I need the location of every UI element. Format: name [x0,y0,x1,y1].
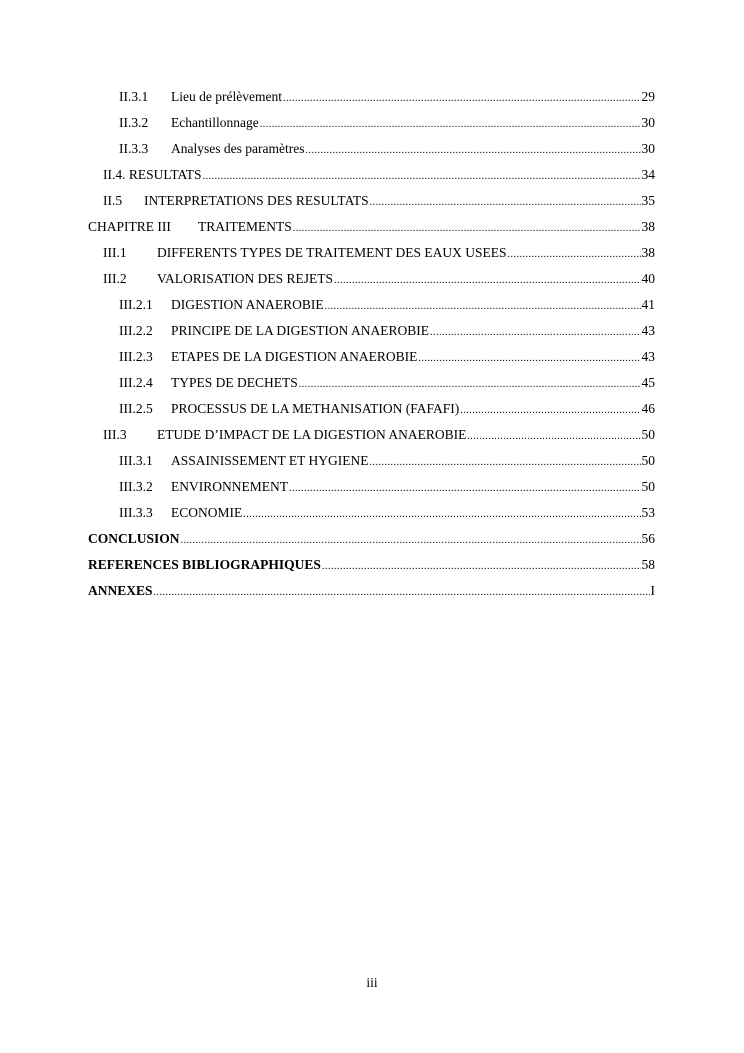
toc-entry[interactable] [88,84,655,110]
dot-leader [260,120,641,130]
toc-entry-number: III.2.1 [119,297,153,313]
toc-entry-page: 46 [641,401,655,417]
dot-leader [418,354,640,364]
toc-entry-title: VALORISATION DES REJETS [157,271,334,287]
toc-entry-title: Echantillonnage [171,115,259,131]
toc-entry[interactable] [88,448,655,474]
toc-entry-title: ETUDE D’IMPACT DE LA DIGESTION ANAEROBIE [157,427,467,443]
toc-entry-title: ASSAINISSEMENT ET HYGIENE [171,453,369,469]
toc-entry-title: Lieu de prélèvement [171,89,282,105]
toc-entry[interactable] [88,240,655,266]
toc-entry-page: 30 [641,141,655,157]
toc-entry-page: 43 [641,323,655,339]
toc-entry-title: TRAITEMENTS [198,219,292,235]
toc-entry-page: 38 [641,219,655,235]
dot-leader [305,146,640,156]
toc-entry-number: III.2.2 [119,323,153,339]
toc-entry-number: III.3.3 [119,505,153,521]
toc-entry-number: III.2.5 [119,401,153,417]
toc-entry-page: 35 [641,193,655,209]
toc-entry-page: 40 [641,271,655,287]
dot-leader [203,172,641,182]
toc-entry-page: 41 [641,297,655,313]
toc-entry[interactable] [88,526,655,552]
toc-entry[interactable] [88,396,655,422]
dot-leader [289,484,641,494]
toc-entry-number: III.3.2 [119,479,153,495]
toc-entry[interactable] [88,578,655,604]
dot-leader [370,198,641,208]
toc-entry-title: CONCLUSION [88,531,180,547]
dot-leader [322,562,641,572]
toc-entry-number: III.2 [103,271,127,287]
toc-entry-title: PRINCIPE DE LA DIGESTION ANAEROBIE [171,323,429,339]
toc-entry-page: 50 [641,479,655,495]
toc-entry[interactable] [88,500,655,526]
toc-entry-title: ENVIRONNEMENT [171,479,288,495]
toc-entry-page: I [650,583,655,599]
page-number: iii [366,975,378,990]
dot-leader [325,302,641,312]
toc-entry-title: REFERENCES BIBLIOGRAPHIQUES [88,557,321,573]
toc-entry-page: 56 [641,531,655,547]
dot-leader [370,458,641,468]
toc-entry-title: Analyses des paramètres [171,141,305,157]
toc-entry-title: PROCESSUS DE LA METHANISATION (FAFAFI) [171,401,460,417]
dot-leader [243,510,640,520]
dot-leader [334,276,640,286]
toc-entry[interactable] [88,552,655,578]
toc-entry-number: II.3.2 [119,115,149,131]
dot-leader [181,536,641,546]
dot-leader [430,328,641,338]
toc-entry-page: 50 [641,453,655,469]
dot-leader [283,94,641,104]
toc-entry[interactable] [88,162,655,188]
toc-entry-page: 34 [641,167,655,183]
toc-entry-title: TYPES DE DECHETS [171,375,298,391]
toc-entry-page: 43 [641,349,655,365]
toc-entry[interactable] [88,344,655,370]
toc-entry-number: II.5 [103,193,123,209]
toc-entry-number: III.3 [103,427,127,443]
dot-leader [508,250,641,260]
toc-entry-page: 58 [641,557,655,573]
toc-entry-number: CHAPITRE III [88,219,171,235]
toc-entry[interactable] [88,110,655,136]
dot-leader [293,224,641,234]
toc-entry-number: III.3.1 [119,453,153,469]
toc-entry-title: ECONOMIE [171,505,243,521]
dot-leader [467,432,640,442]
toc-entry-title: ETAPES DE LA DIGESTION ANAEROBIE [171,349,418,365]
toc-entry-title: INTERPRETATIONS DES RESULTATS [144,193,369,209]
toc-entry-page: 29 [641,89,655,105]
toc-entry-title: ANNEXES [88,583,153,599]
toc-entry-number: III.2.3 [119,349,153,365]
toc-entry-number: II.3.3 [119,141,149,157]
toc-entry[interactable] [88,292,655,318]
toc-entry[interactable] [88,422,655,448]
toc-entry[interactable] [88,136,655,162]
toc-entry-page: 30 [641,115,655,131]
toc-entry[interactable] [88,370,655,396]
toc-entry[interactable] [88,318,655,344]
dot-leader [460,406,640,416]
toc-entry[interactable] [88,474,655,500]
toc-entry-title: DIFFERENTS TYPES DE TRAITEMENT DES EAUX USEES [157,245,507,261]
toc-entry-title: DIGESTION ANAEROBIE [171,297,324,313]
toc-entry[interactable] [88,214,655,240]
toc-entry-page: 38 [641,245,655,261]
toc-entry-page: 45 [641,375,655,391]
toc-entry-number: II.3.1 [119,89,149,105]
toc-entry[interactable] [88,266,655,292]
toc-entry-page: 53 [641,505,655,521]
toc-entry-number: III.2.4 [119,375,153,391]
table-of-contents [88,84,655,604]
toc-entry-number: III.1 [103,245,127,261]
toc-entry-page: 50 [641,427,655,443]
toc-entry[interactable] [88,188,655,214]
dot-leader [154,588,650,598]
toc-entry-title: II.4. RESULTATS [103,167,202,183]
dot-leader [299,380,641,390]
